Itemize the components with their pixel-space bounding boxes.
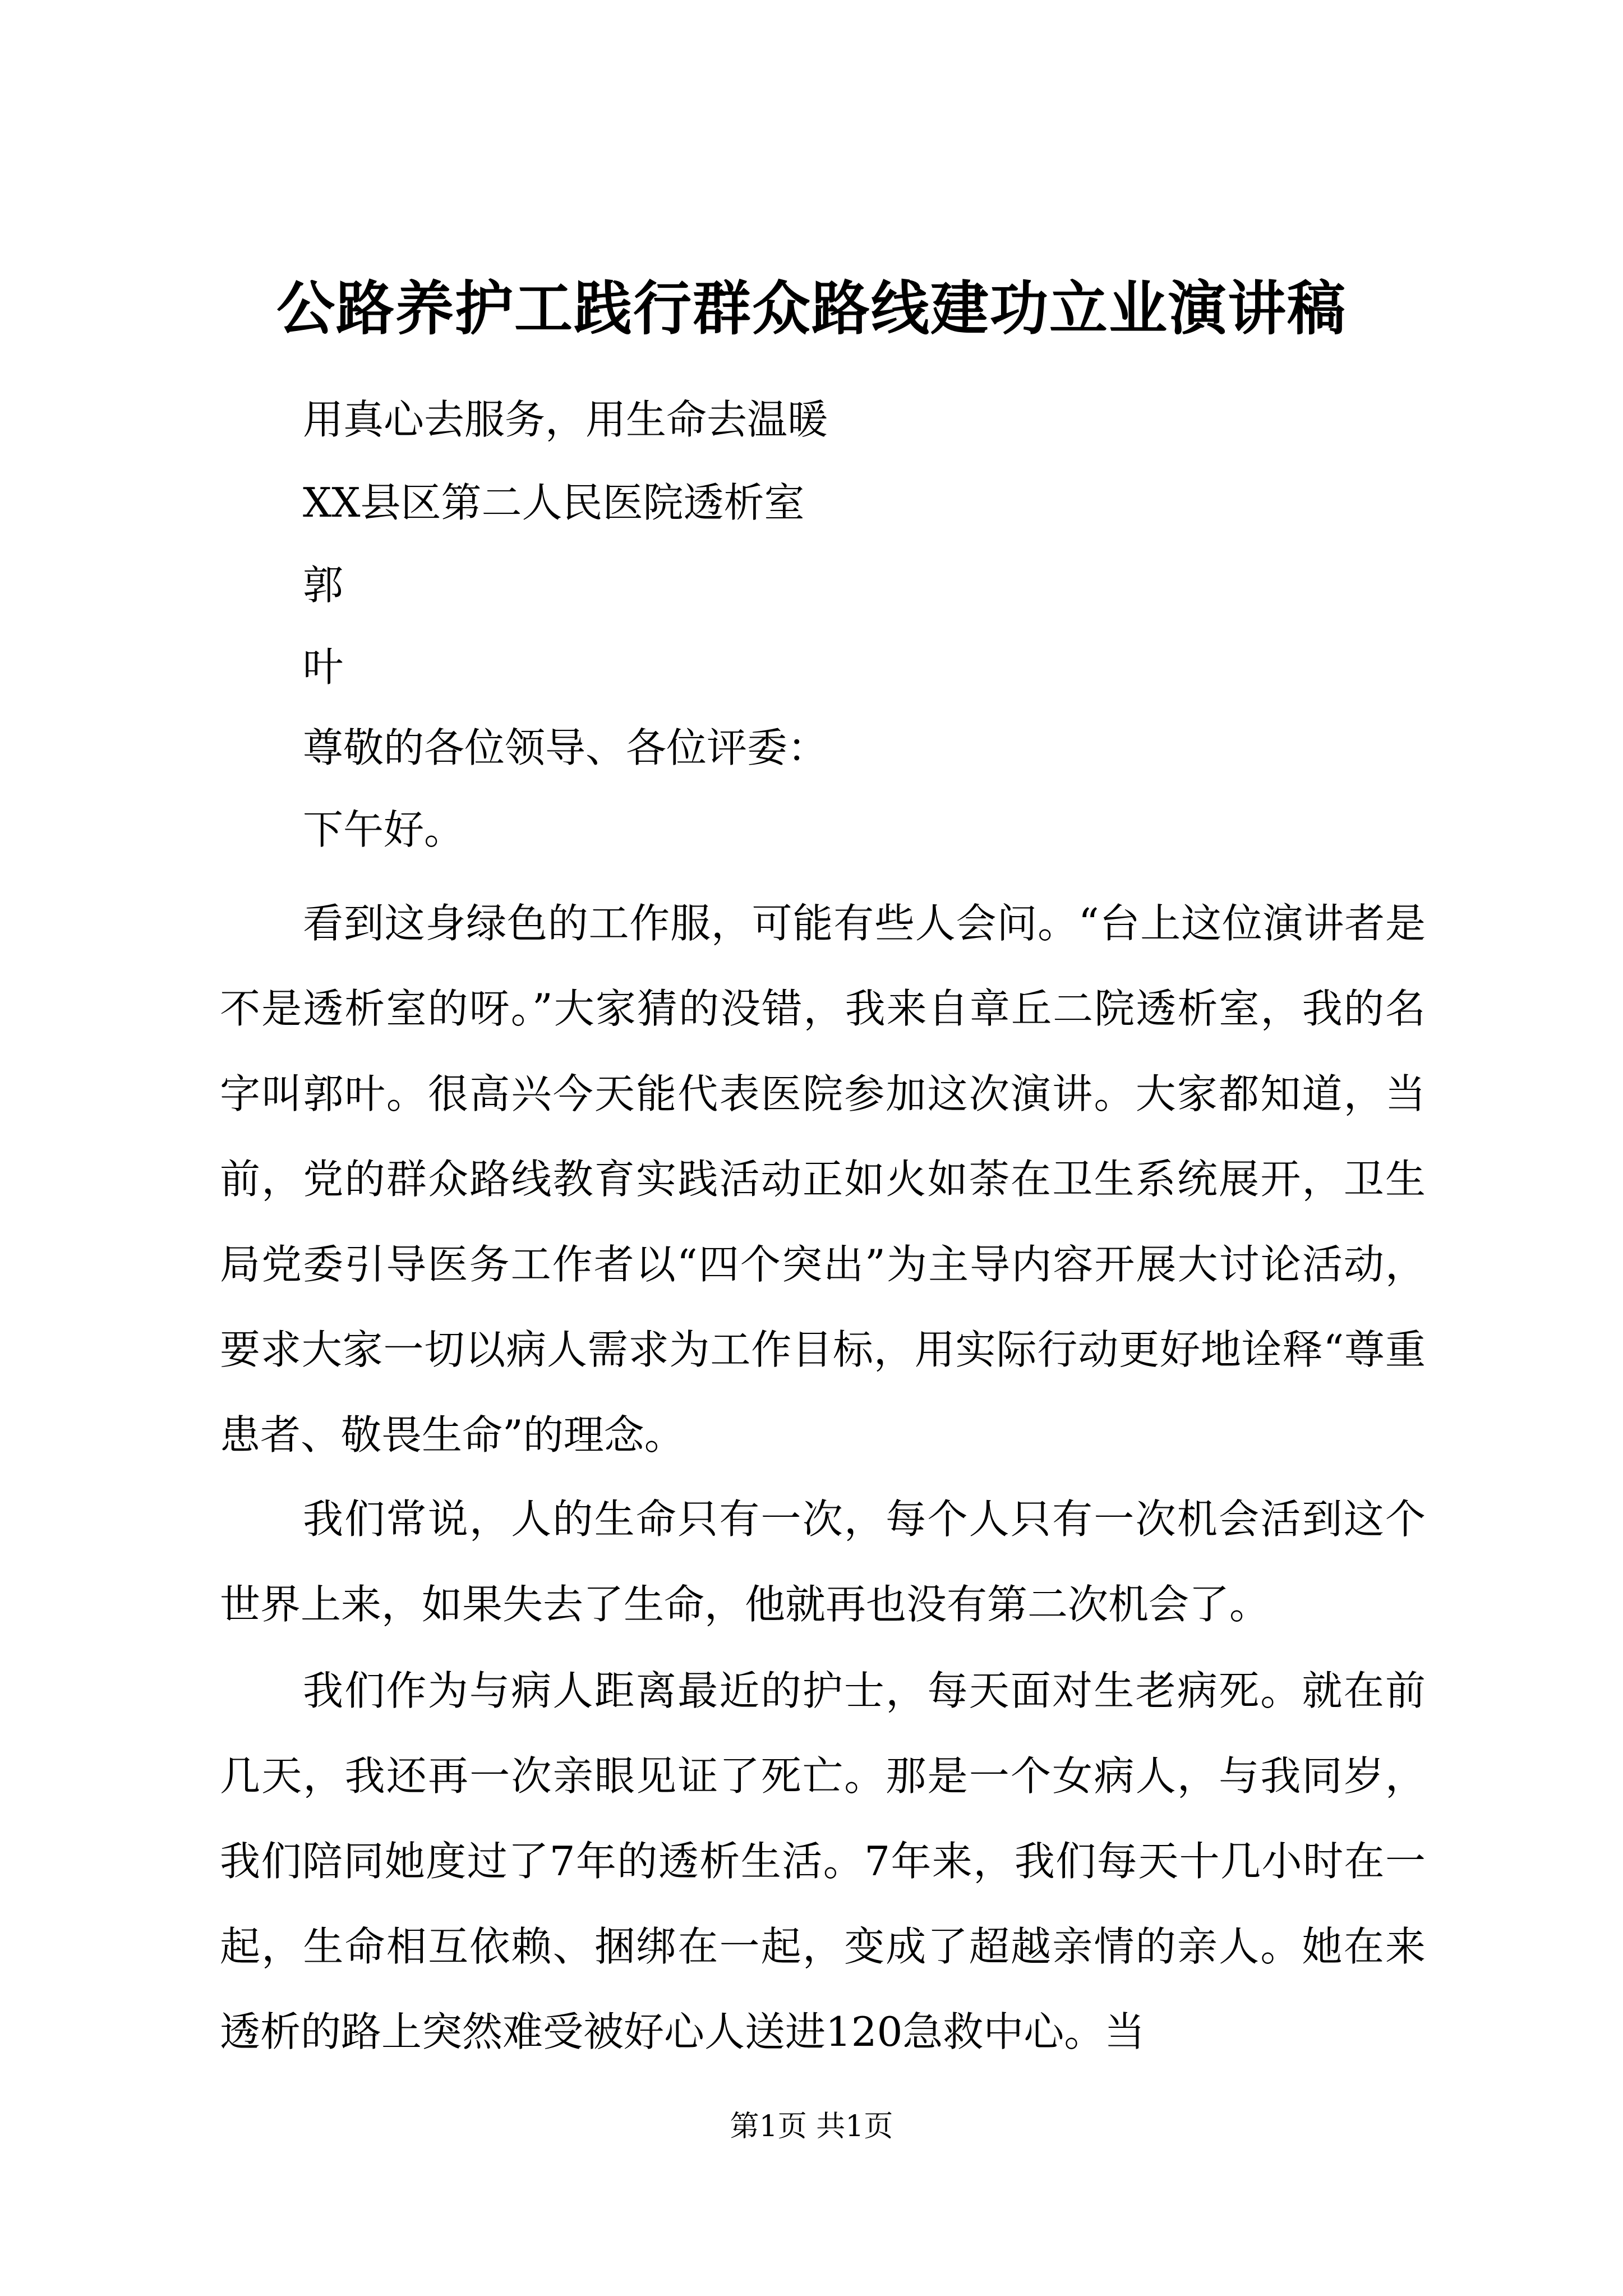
author-name-line-1: 郭 — [303, 562, 344, 609]
author-department: XX县区第二人民医院透析室 — [303, 479, 805, 526]
body-paragraph: 我们作为与病人距离最近的护士，每天面对生老病死。就在前几天，我还再一次亲眼见证了死亡。那是一个女病人，与我同岁，我们陪同她度过了7年的透析生活。7年来，我们每天十几小时在一起，生命相互依赖、捆绑在一起，变成了超越亲情的亲人。她在来透析的路上突然难受被好心人送进120急救中心。当 — [220, 1667, 1426, 2055]
page-title: 公路养护工践行群众路线建功立业演讲稿 — [276, 274, 1347, 343]
body-paragraph: 我们常说，人的生命只有一次，每个人只有一次机会活到这个世界上来，如果失去了生命，他就再也没有第二次机会了。 — [220, 1496, 1426, 1628]
page-footer: 第1页 共1页 — [730, 2110, 893, 2143]
greeting: 下午好。 — [303, 806, 465, 853]
salutation: 尊敬的各位领导、各位评委： — [303, 724, 828, 771]
author-name-line-2: 叶 — [303, 643, 344, 691]
body-paragraph: 看到这身绿色的工作服，可能有些人会问。“台上这位演讲者是不是透析室的呀。”大家猜的没错，我来自章丘二院透析室，我的名字叫郭叶。很高兴今天能代表医院参加这次演讲。大家都知道，当前，党的群众路线教育实践活动正如火如荼在卫生系统展开，卫生局党委引导医务工作者以“四个突出”为主导内容开展大讨论活动，要求大家一切以病人需求为工作目标，用实际行动更好地诠释“尊重患者、敬畏生命”的理念。 — [220, 900, 1426, 1458]
speech-subtitle: 用真心去服务，用生命去温暖 — [303, 396, 828, 443]
